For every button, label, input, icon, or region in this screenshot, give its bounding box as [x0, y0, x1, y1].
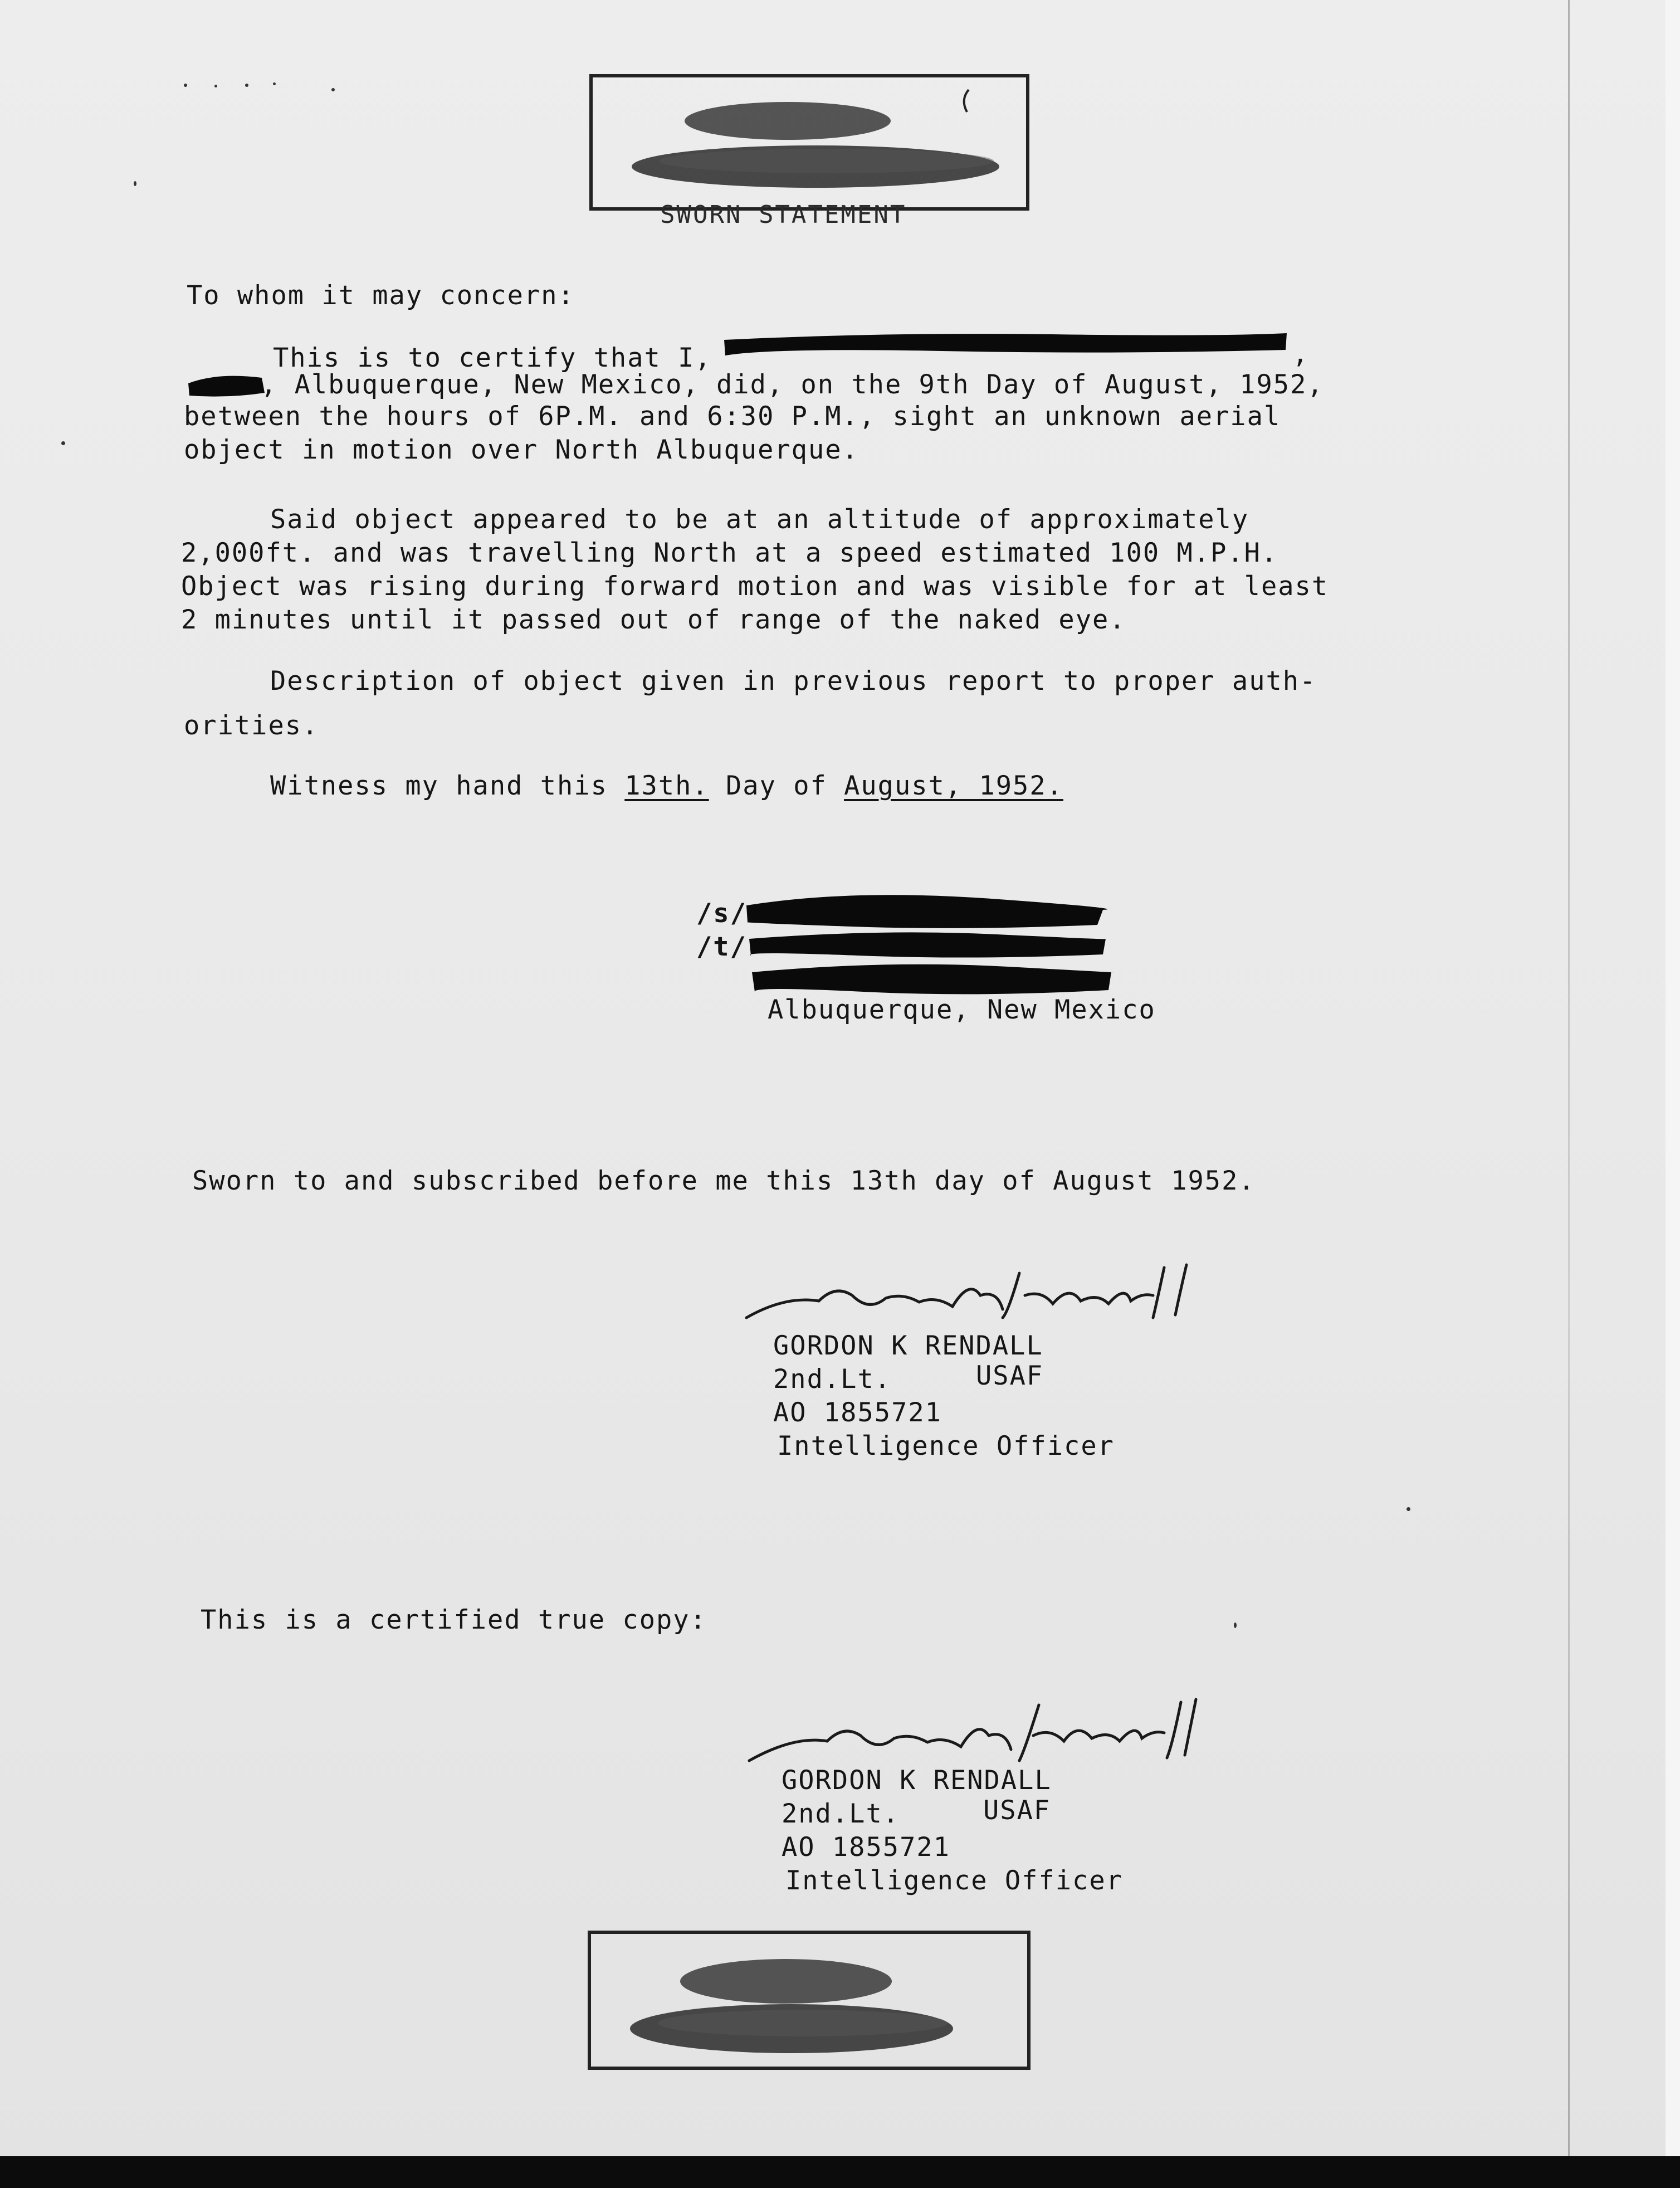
officer-1-service: USAF [976, 1361, 1044, 1391]
scan-speck [1406, 1507, 1410, 1511]
scan-bottom-edge [0, 2156, 1680, 2188]
scan-speck [61, 441, 65, 445]
paragraph-2-line-2: 2,000ft. and was travelling North at a speed estimated 100 M.P.H. [181, 538, 1278, 568]
paragraph-3-line-1: Description of object given in previous report to proper auth- [270, 666, 1317, 696]
salutation: To whom it may concern: [187, 280, 575, 311]
certified-line: This is a certified true copy: [201, 1605, 707, 1635]
scan-speck [331, 88, 335, 91]
officer-1-signature [741, 1262, 1198, 1329]
paragraph-1-line-3: between the hours of 6P.M. and 6:30 P.M., sight an unknown aerial [184, 401, 1281, 432]
scan-speck [214, 85, 217, 87]
stamp-smudge [591, 1934, 1034, 2073]
witness-line [270, 771, 1063, 801]
page-edge-line [1568, 0, 1570, 2188]
classification-stamp-top [589, 74, 1029, 211]
signature-location: Albuquerque, New Mexico [768, 995, 1156, 1025]
paragraph-1-line-1-end: , [1292, 339, 1310, 369]
scan-speck [1234, 1622, 1237, 1628]
officer-1-serial: AO 1855721 [773, 1397, 942, 1428]
officer-2-name: GORDON K RENDALL [782, 1765, 1052, 1796]
officer-1-name: GORDON K RENDALL [773, 1331, 1043, 1361]
redaction-address [184, 368, 267, 401]
redaction-name [719, 322, 1292, 361]
paragraph-2-line-3: Object was rising during forward motion and was visible for at least [181, 571, 1329, 602]
scan-margin [1666, 0, 1680, 2188]
witness-date: August, 1952. [844, 771, 1063, 801]
officer-2-service: USAF [983, 1795, 1051, 1826]
officer-2-rank: 2nd.Lt. [782, 1799, 900, 1829]
officer-2-serial: AO 1855721 [782, 1832, 950, 1863]
paragraph-2-line-1: Said object appeared to be at an altitude of approximately [270, 504, 1249, 535]
paragraph-3-line-2: orities. [184, 710, 319, 741]
paragraph-1-line-1: This is to certify that I, [273, 343, 712, 373]
witness-day: 13th. [624, 771, 709, 801]
paragraph-1-line-4: object in motion over North Albuquerque. [184, 435, 859, 465]
scan-speck [134, 181, 136, 186]
sworn-line: Sworn to and subscribed before me this 13th day of August 1952. [192, 1166, 1256, 1196]
scan-speck [184, 84, 187, 87]
signature-t-label: /t/ [696, 932, 747, 962]
scan-speck [245, 84, 248, 87]
stamp-smudge [593, 77, 1033, 214]
officer-2-title: Intelligence Officer [785, 1865, 1123, 1896]
witness-prefix: Witness my hand this [270, 771, 608, 801]
stamp-title: SWORN STATEMENT [660, 201, 907, 229]
officer-2-signature [744, 1697, 1200, 1769]
signature-s-label: /s/ [696, 898, 747, 929]
officer-1-title: Intelligence Officer [777, 1431, 1115, 1461]
redaction-signature [741, 883, 1120, 1006]
classification-stamp-bottom [588, 1931, 1031, 2070]
paragraph-2-line-4: 2 minutes until it passed out of range of the naked eye. [181, 605, 1126, 635]
paragraph-1-line-2: , Albuquerque, New Mexico, did, on the 9th Day of August, 1952, [261, 369, 1324, 400]
witness-mid: Day of [726, 771, 827, 801]
officer-1-rank: 2nd.Lt. [773, 1364, 892, 1395]
scan-speck [273, 82, 276, 85]
